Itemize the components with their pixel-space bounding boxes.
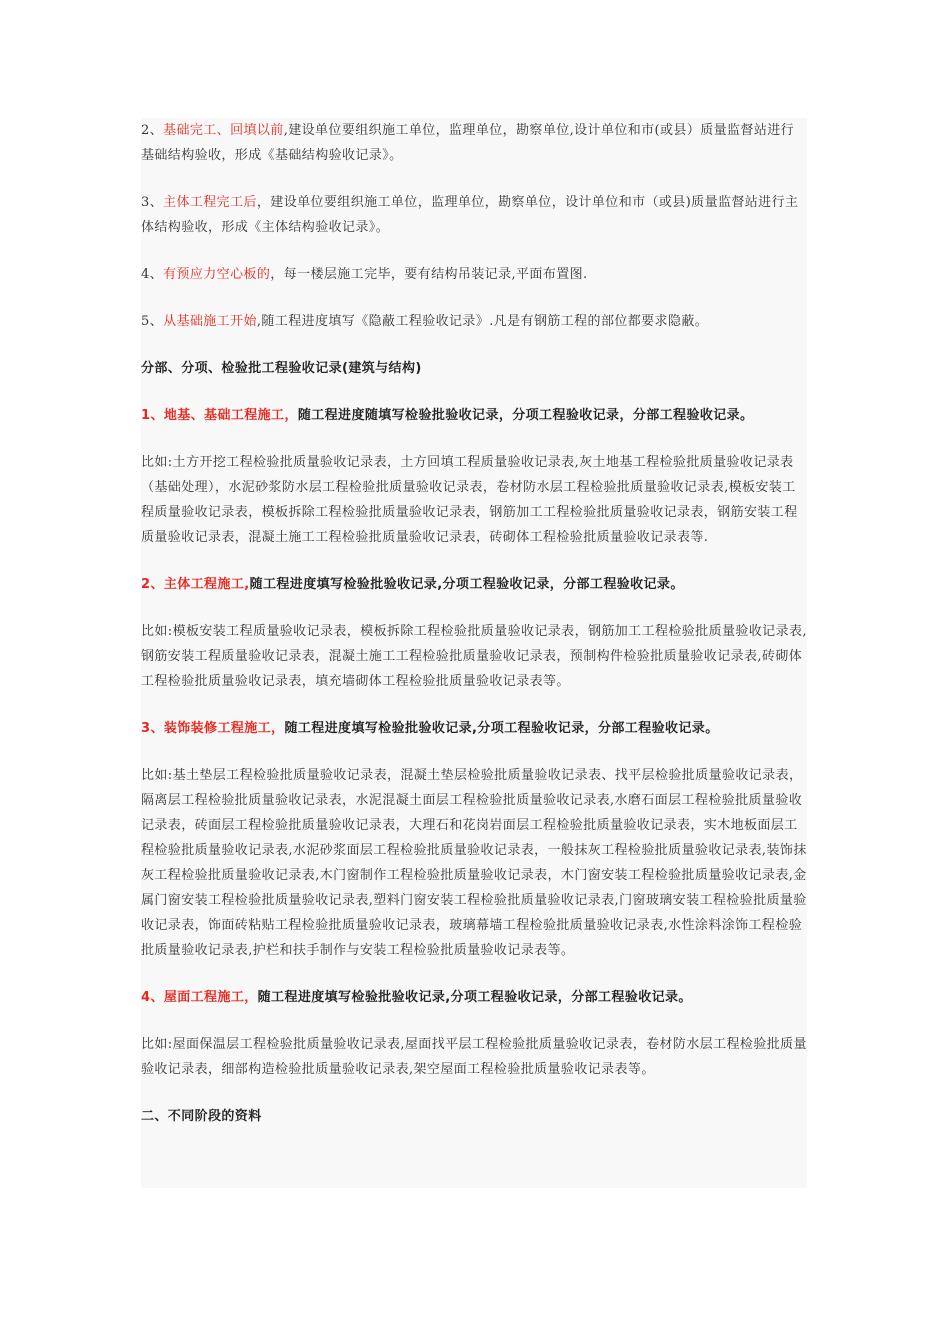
item-number: 3、 xyxy=(141,195,164,210)
subsection-heading-2 xyxy=(141,572,807,597)
item-number: 4、 xyxy=(141,267,164,282)
subsection-number-title: 1、地基、基础工程施工， xyxy=(141,408,298,423)
subsection-number-title: 4、屋面工程施工， xyxy=(141,990,258,1005)
item-number: 5、 xyxy=(141,314,164,329)
highlighted-phrase: 从基础施工开始 xyxy=(163,314,257,329)
item-number: 2、 xyxy=(141,123,164,138)
item-text: ，建设单位要组织施工单位，监理单位，勘察单位，设计单位和市（或县)质量监督站进行主体结构验收，形成《主体结构验收记录》。 xyxy=(141,195,799,235)
section-heading: 分部、分项、检验批工程验收记录(建筑与结构) xyxy=(141,361,422,376)
example-paragraph-4: 比如:屋面保温层工程检验批质量验收记录表,屋面找平层工程检验批质量验收记录表，卷材防水层工程检验批质量验收记录表，细部构造检验批质量验收记录表,架空屋面工程检验批质量验收记录表等。 xyxy=(141,1037,807,1077)
item-text: ,随工程进度填写《隐蔽工程验收记录》.凡是有钢筋工程的部位都要求隐蔽。 xyxy=(256,314,709,329)
subsection-heading-4 xyxy=(141,985,807,1010)
subsection-heading-1 xyxy=(141,403,807,428)
subsection-text: 随工程进度填写检验批验收记录,分项工程验收记录，分部工程验收记录。 xyxy=(257,990,692,1005)
subsection-text: 随工程进度填写检验批验收记录,分项工程验收记录，分部工程验收记录。 xyxy=(284,721,719,736)
list-item-2 xyxy=(141,118,807,168)
subsection-number-title: 2、主体工程施工, xyxy=(141,577,250,592)
list-item-3 xyxy=(141,190,807,240)
example-paragraph-3: 比如:基土垫层工程检验批质量验收记录表，混凝土垫层检验批质量验收记录表、找平层检验批质量验收记录表，隔离层工程检验批质量验收记录表，水泥混凝土面层工程检验批质量验收记录表,水磨石面层工程检验批质量验收记录表，砖面层工程检验批质量验收记录表，大理石和花岗岩面层工程检验批质量验收记录表，实木地板面层工程检验批质量验收记录表,水泥砂浆面层工程检验批质量验收记录表，一般抹灰工程检验批质量验收记录表,装饰抹灰工程检验批质量验收记录表,木门窗制作工程检验批质量验收记录表，木门窗安装工程检验批质量验收记录表,金属门窗安装工程检验批质量验收记录表,塑料门窗安装工程检验批质量验收记录表,门窗玻璃安装工程检验批质量验收记录表，饰面砖粘贴工程检验批质量验收记录表，玻璃幕墙工程检验批质量验收记录表,水性涂料涂饰工程检验批质量验收记录表,护栏和扶手制作与安装工程检验批质量验收记录表等。 xyxy=(141,768,807,958)
highlighted-phrase: 基础完工、回填以前 xyxy=(163,123,284,138)
document-content xyxy=(141,118,807,1188)
subsection-text: 随工程进度随填写检验批验收记录，分项工程验收记录，分部工程验收记录。 xyxy=(297,408,754,423)
highlighted-phrase: 有预应力空心板的 xyxy=(163,267,271,282)
list-item-4 xyxy=(141,262,807,287)
list-item-5 xyxy=(141,309,807,334)
item-text: ，每一楼层施工完毕，要有结构吊装记录,平面布置图. xyxy=(270,267,588,282)
highlighted-phrase: 主体工程完工后 xyxy=(163,195,257,210)
subsection-text: 随工程进度填写检验批验收记录,分项工程验收记录，分部工程验收记录。 xyxy=(249,577,684,592)
example-paragraph-1: 比如:土方开挖工程检验批质量验收记录表，土方回填工程质量验收记录表,灰土地基工程检验批质量验收记录表（基础处理），水泥砂浆防水层工程检验批质量验收记录表，卷材防水层工程检验批质量验收记录表,模板安装工程质量验收记录表，模板拆除工程检验批质量验收记录表，钢筋加工工程检验批质量验收记录表，钢筋安装工程质量验收记录表，混凝土施工工程检验批质量验收记录表，砖砌体工程检验批质量验收记录表等. xyxy=(141,455,798,545)
item-text: ,建设单位要组织施工单位，监理单位，勘察单位,设计单位和市(或县）质量监督站进行基础结构验收，形成《基础结构验收记录》。 xyxy=(141,123,795,163)
example-paragraph-2: 比如:模板安装工程质量验收记录表，模板拆除工程检验批质量验收记录表，钢筋加工工程检验批质量验收记录表,钢筋安装工程质量验收记录表，混凝土施工工程检验批质量验收记录表，预制构件检验批质量验收记录表,砖砌体工程检验批质量验收记录表，填充墙砌体工程检验批质量验收记录表等。 xyxy=(141,624,807,689)
closing-heading: 二、不同阶段的资料 xyxy=(141,1109,262,1124)
subsection-number-title: 3、装饰装修工程施工， xyxy=(141,721,285,736)
subsection-heading-3 xyxy=(141,716,807,741)
